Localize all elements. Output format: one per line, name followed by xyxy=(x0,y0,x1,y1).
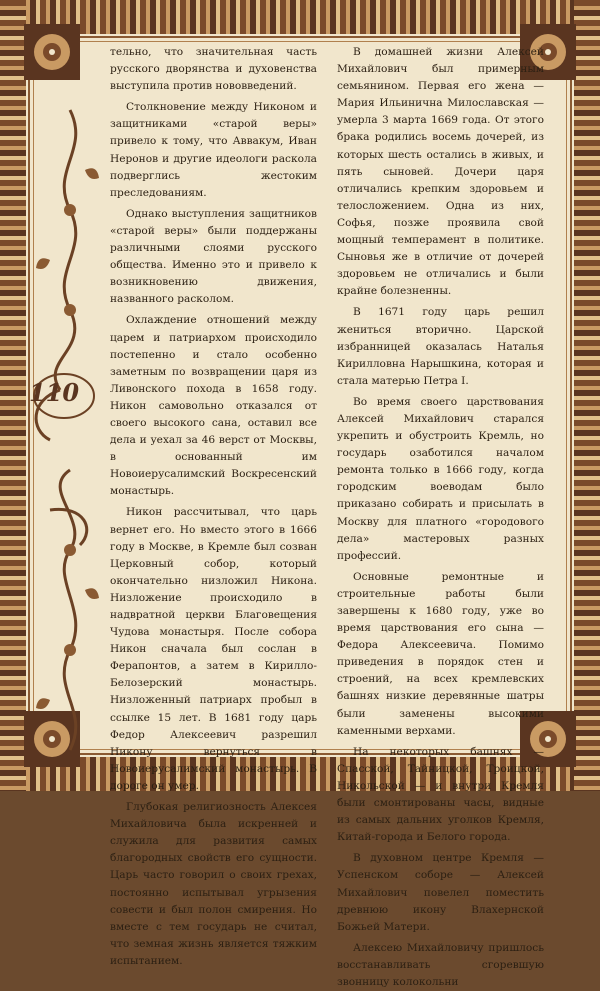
ornamental-border-top xyxy=(0,0,600,34)
paragraph: На некоторых башнях — Спасской, Тайницкой, Троицкой, Никольской — и внутри Кремля были смонтированы часы, видные из самых дальних уголков Кремля, Китай-города и Белого города. xyxy=(337,745,544,844)
corner-ornament-icon xyxy=(20,20,84,84)
paragraph: Однако выступления защитников «старой веры» были поддержаны различными слоями русского общества. Именно это и привело к возникновению движения, названного расколом. xyxy=(110,207,317,306)
paragraph: В домашней жизни Алексей Михайлович был примерным семьянином. Первая его жена — Мария Ильинична Милославская — умерла 3 марта 1669 года. От этого брака родились восемь дочерей, из которых шесть остались в живых, и пять сыновей. Дочери царя отличались крепким здоровьем и телосложением. Одна из них, Софья, позже проявила свой мощный темперамент в политике. Сыновья же в отличие от дочерей здоровьем не отличались и были крайне болезненны. xyxy=(337,46,544,298)
ornamental-border-right xyxy=(574,0,600,791)
paragraph: Основные ремонтные и строительные работы были завершены к 1680 году, уже во время царствования его сына — Федора Алексеевича. Помимо приведения в порядок стен и строений, на всех кремлевских башнях низкие деревянные шатры были заменены высокими каменными верхами. xyxy=(337,570,544,737)
right-text-column xyxy=(337,44,544,988)
page-number: 110 xyxy=(28,378,80,407)
paragraph: В духовном центре Кремля — Успенском соборе — Алексей Михайлович повелел поместить древнюю икону Влахернской Божьей Матери. xyxy=(337,852,544,933)
paragraph: В 1671 году царь решил жениться вторично. Царской избранницей оказалась Наталья Кирилловна Нарышкина, которая и стала матерью Петра I. xyxy=(337,306,544,387)
paragraph: Глубокая религиозность Алексея Михайловича была искренней и служила для развития самых благородных свойств его сущности. Царь часто говорил о своих грехах, постоянно испытывал угрызения совести и был полон смирения. Но вместе с тем государь не считал, что земная жизнь является тяжким испытанием. xyxy=(110,801,317,967)
floral-scroll-ornament-icon xyxy=(30,110,112,750)
left-text-column xyxy=(110,44,317,967)
text-columns xyxy=(110,44,544,988)
paragraph: Алексею Михайловичу пришлось восстанавливать сгоревшую звонницу колокольни xyxy=(337,941,544,988)
paragraph: Во время своего царствования Алексей Михайлович старался укрепить и обустроить Кремль, но государь озаботился началом ремонта только в 1666 году, когда городским воеводам было приказано собирать и присылать в Москву для платного «городового дела» мастеровых разных профессий. xyxy=(337,395,544,562)
paragraph: Никон рассчитывал, что царь вернет его. Но вместо этого в 1666 году в Москве, в Кремле был созван Церковный собор, который окончательно низложил Никона. Низложение происходило в надвратной церкви Благовещения Чудова монастыря. После собора Никон сначала был сослан в Ферапонтов, а затем в Кирилло-Белозерский монастырь. Низложенный патриарх пробыл в ссылке 15 лет. В 1681 году царь Федор Алексеевич разрешил Никону вернуться в Новоиерусалимский монастырь. В дороге он умер. xyxy=(110,506,317,792)
paragraph: тельно, что значительная часть русского дворянства и духовенства выступила против нововведений. xyxy=(110,46,317,93)
paragraph: Охлаждение отношений между царем и патриархом происходило постепенно и стало особенно заметным по возвращении царя из Ливонского похода в 1658 году. Никон самовольно отказался от своего высокого сана, оставил все дела и уехал за 46 верст от Москвы, в основанный им Новоиерусалимский Воскресенский монастырь. xyxy=(110,314,317,498)
paragraph: Столкновение между Никоном и защитниками «старой веры» привело к тому, что Аввакум, Иван Неронов и другие идеологи раскола подверглись жестоким преследованиям. xyxy=(110,101,317,199)
